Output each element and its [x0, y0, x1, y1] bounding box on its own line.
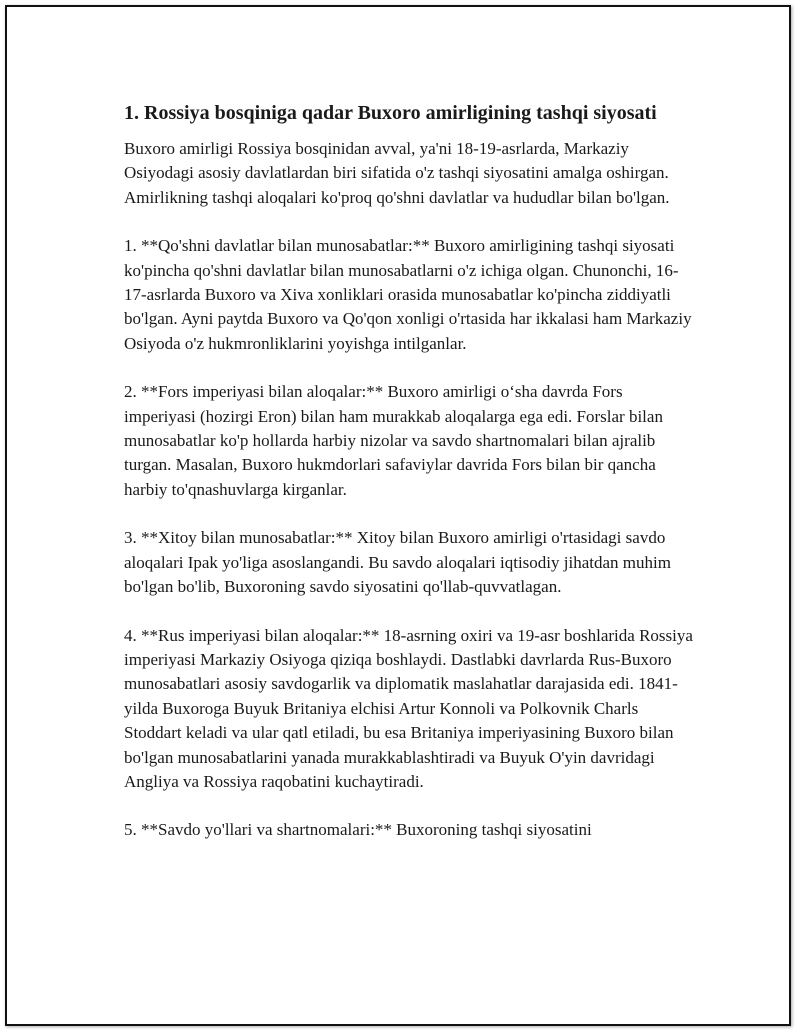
paragraph-trade-routes: 5. **Savdo yo'llari va shartnomalari:** Buxoroning tashqi siyosatini — [124, 820, 592, 840]
paragraph-persia: 2. **Fors imperiyasi bilan aloqalar:** Buxoro amirligi o‘sha davrda Fors imperiyasi (hozirgi Eron) bilan ham murakkab aloqalarga ega edi. Forslar bilan munosabatlar ko'p hollarda harbiy nizolar va savdo shartnomalari bilan ajralib turgan. Masalan, Buxoro hukmdorlari safaviylar davrida Fors bilan bir qancha harbiy to'qnashuvlarga kirganlar. — [124, 382, 663, 499]
paragraph-neighbors: 1. **Qo'shni davlatlar bilan munosabatlar:** Buxoro amirligining tashqi siyosati ko'pincha qo'shni davlatlar bilan munosabatlarni o'z ichiga olgan. Chunonchi, 16-17-asrlarda Buxoro va Xiva xonliklari orasida munosabatlar ko'pincha ziddiyatli bo'lgan. Ayni paytda Buxoro va Qo'qon xonligi o'rtasida har ikkalasi ham Markaziy Osiyoda o'z hukmronliklarini yoyishga intilganlar. — [124, 236, 692, 353]
document-body — [124, 99, 696, 867]
intro-paragraph: Buxoro amirligi Rossiya bosqinidan avval, ya'ni 18-19-asrlarda, Markaziy Osiyodagi asosiy davlatlardan biri sifatida o'z tashqi siyosatini amalga oshirgan. Amirlikning tashqi aloqalari ko'proq qo'shni davlatlar va hududlar bilan bo'lgan. — [124, 139, 670, 207]
paragraph-china: 3. **Xitoy bilan munosabatlar:** Xitoy bilan Buxoro amirligi o'rtasidagi savdo aloqalari Ipak yo'liga asoslangandi. Bu savdo aloqalari iqtisodiy jihatdan muhim bo'lgan bo'lib, Buxoroning savdo siyosatini qo'llab-quvvatlagan. — [124, 528, 671, 597]
document-title: 1. Rossiya bosqiniga qadar Buxoro amirligining tashqi siyosati — [124, 102, 657, 124]
paragraph-russia: 4. **Rus imperiyasi bilan aloqalar:** 18-asrning oxiri va 19-asr boshlarida Rossiya imperiyasi Markaziy Osiyoga qiziqa boshlaydi. Dastlabki davrlarda Rus-Buxoro munosabatlari asosiy savdogarlik va diplomatik maslahatlar darajasida edi. 1841-yilda Buxoroga Buyuk Britaniya elchisi Artur Konnoli va Polkovnik Charls Stoddart keladi va ular qatl etiladi, bu esa Britaniya imperiyasining Buxoro bilan bo'lgan munosabatlarini yanada murakkablashtiradi va Buyuk O'yin davridagi Angliya va Rossiya raqobatini kuchaytiradi. — [124, 625, 693, 791]
document-page — [5, 5, 791, 1026]
